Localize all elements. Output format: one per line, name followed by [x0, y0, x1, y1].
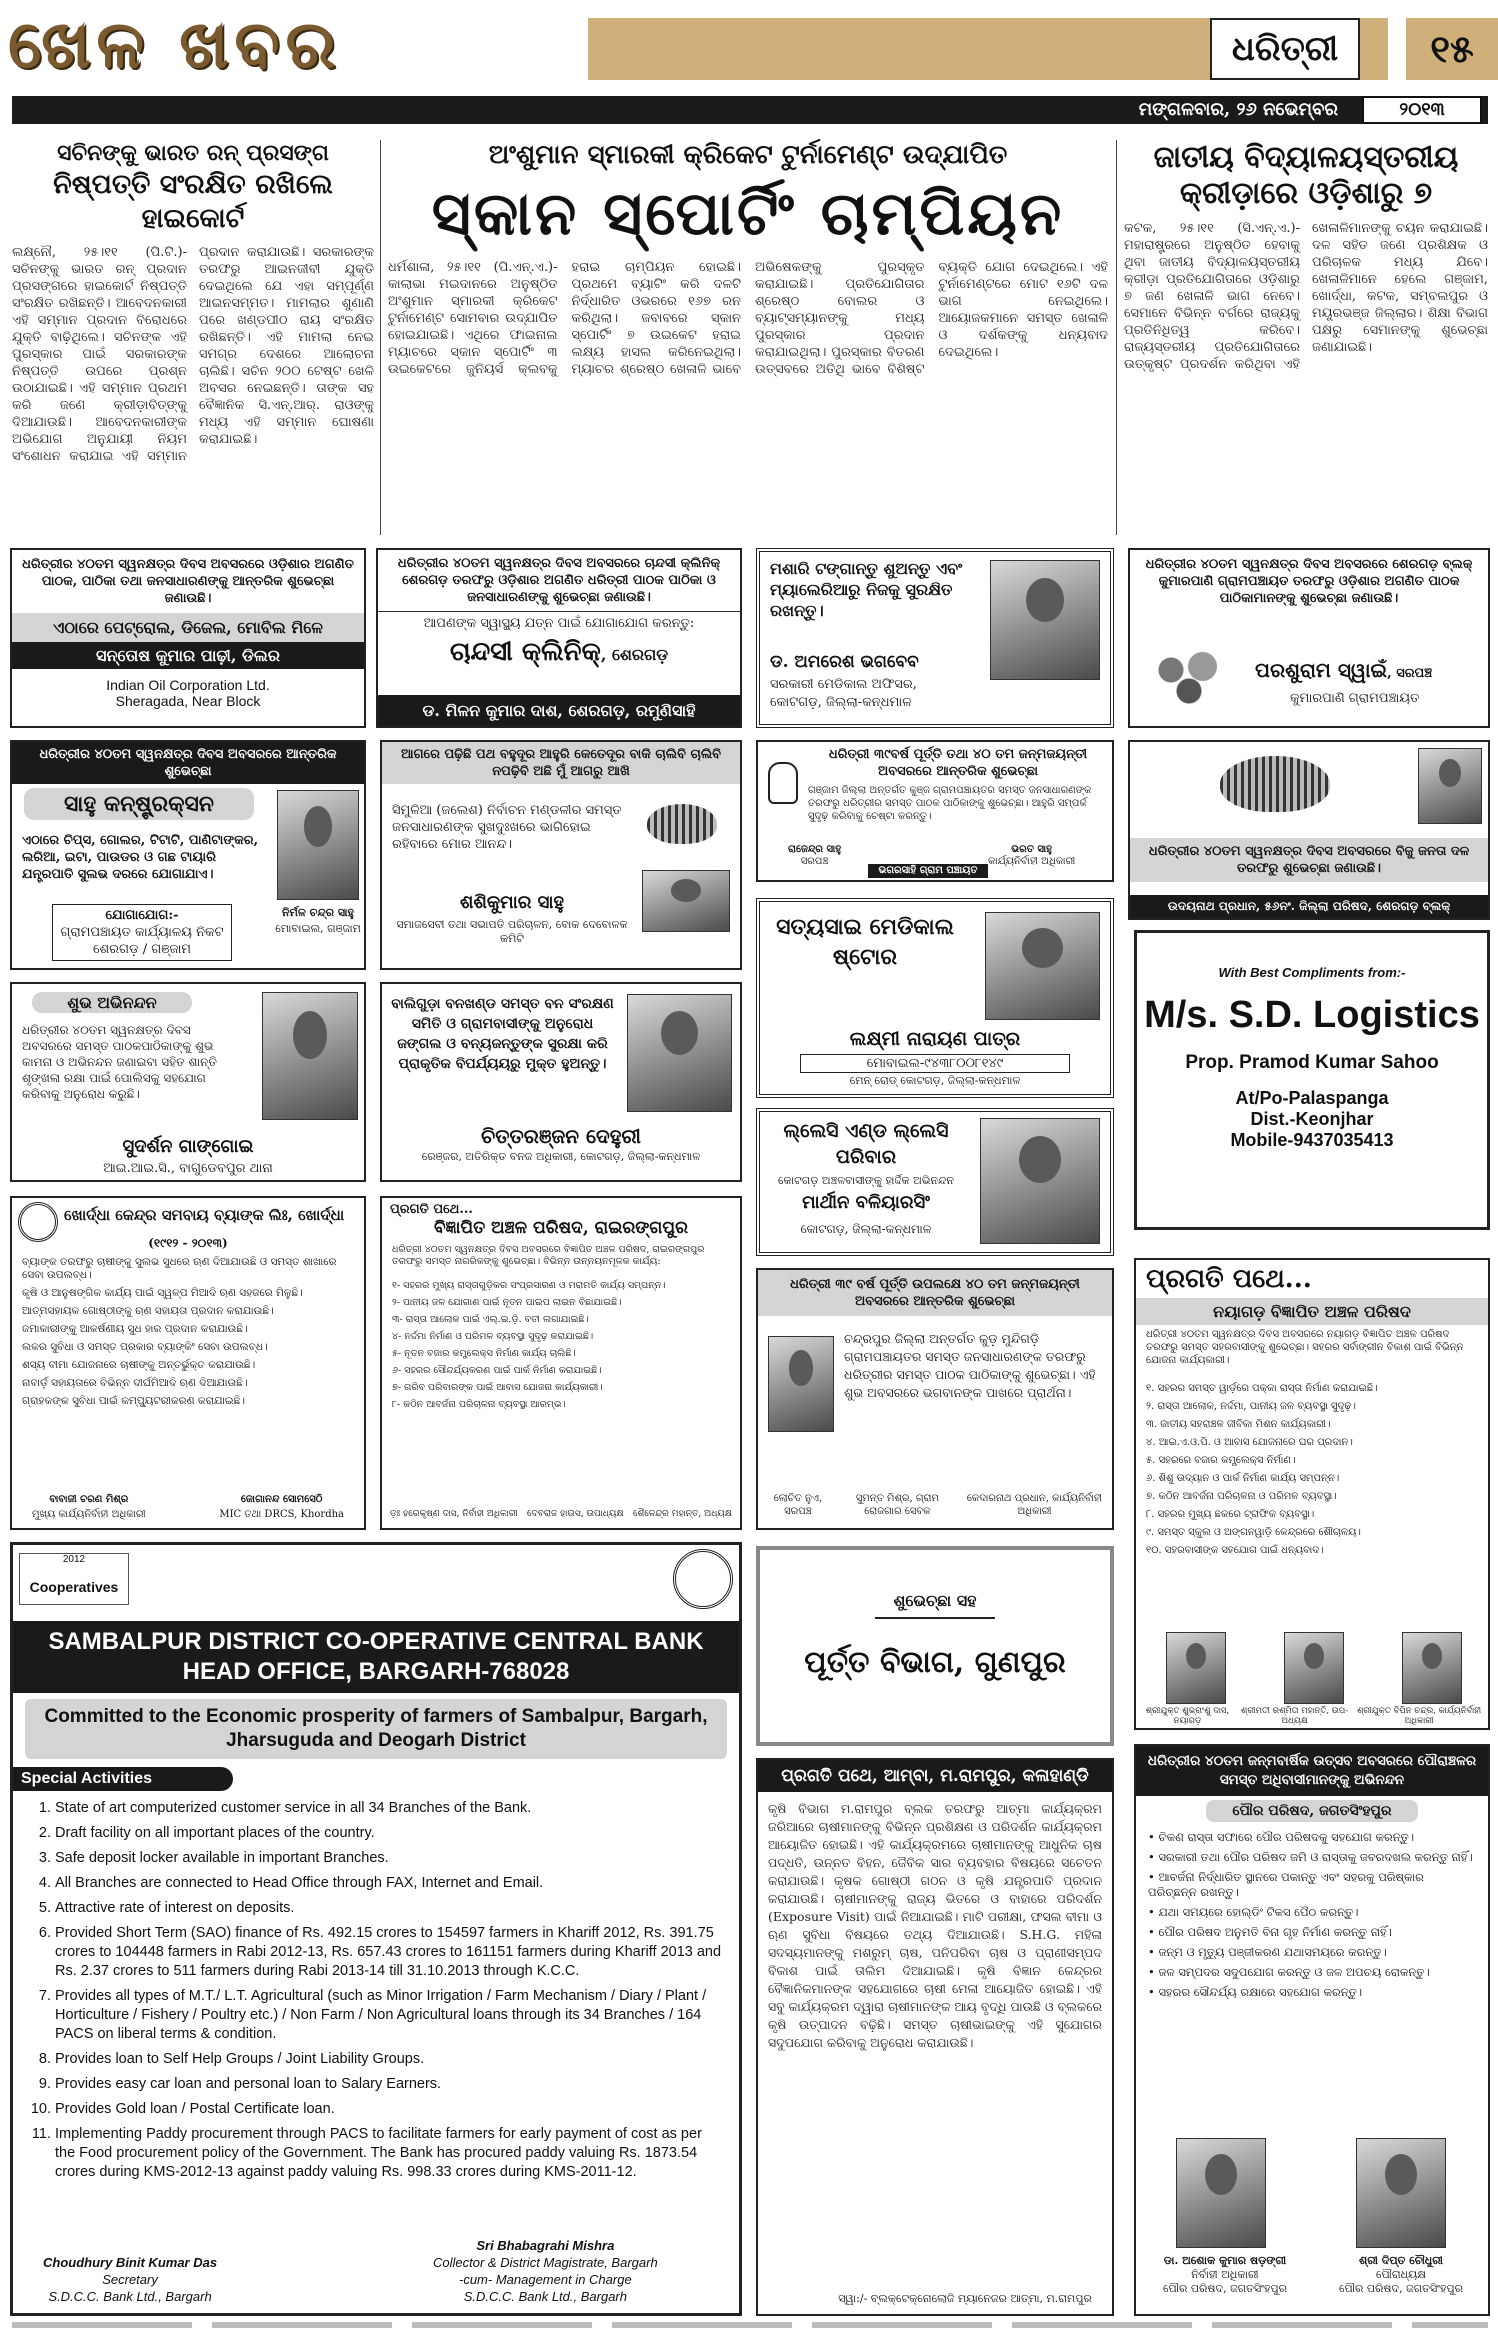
ad-janmajayanti-sign2-name: ଭରତ ସାହୁ	[1011, 844, 1052, 855]
ad-rampur-sign: ସ୍ୱା:/- ବ୍ଲକ୍‌ଟେକ୍ନୋଲୋଜି ମ୍ୟାନେଜର ଆତ୍ମା, ମ.ରାମପୁର	[838, 2292, 1092, 2305]
ad-jubilee-text: ଚନ୍ଦ୍ରପୁର ଜିଲ୍ଲା ଅନ୍ତର୍ଗତ କୁଡ଼ ମୁନ୍ଦିଗଡ଼ି ଗ୍ରାମପଞ୍ଚାୟତର ସମସ୍ତ ଜନସାଧାରଣଙ୍କ ତରଫରୁ ଧରିତ୍ରୀର ସମସ୍ତ ପାଠକ ପାଠିକାଙ୍କୁ ଶୁଭେଚ୍ଛା। ଏହି ଶୁଭ ଅବସରରେ ଭଗବାନଙ୍କ ପାଖରେ ପ୍ରାର୍ଥନା।	[844, 1331, 1096, 1400]
ad-sarpanch-sign	[1255, 658, 1432, 682]
ad-doctor	[756, 548, 1114, 728]
ad-rairangpur-intro: ଧରିତ୍ରୀ ୪୦ତମ ସ୍ୱନକ୍ଷତ୍ର ଦିବସ ଅବସରରେ ବିଜ୍ଞାପିତ ଅଞ୍ଚଳ ପରିଷଦ, ରାଇରଙ୍ଗପୁର ତରଫରୁ ସମସ୍ତ ନାଗରିକଙ୍କୁ ଶୁଭେଚ୍ଛା। ବିଭିନ୍ନ ଉନ୍ନୟନମୂଳକ କାର୍ଯ୍ୟ:	[392, 1244, 705, 1267]
ad-sahu-text: ଏଠାରେ ଚିପ୍‌ସ, ଗୋଲର, ଟିଟାଟି, ପାଣିଟାଙ୍କର, ଲରିଆ, ଇଟା, ପାଉଡର ଓ ଗଛ ଟାୟାରି ଯନ୍ତ୍ରପାତି ସୁଲଭ ଦରରେ ଯୋଗାଯାଏ।	[22, 833, 259, 882]
ad-jagatsinghpur-sign1	[1140, 2254, 1310, 2296]
list-item: • ସରକାରୀ ତଥା ପୌର ପରିଷଦ ଜମି ଓ ରାସ୍ତାକୁ ଜବରଦଖଲ କରନ୍ତୁ ନାହିଁ।	[1148, 1850, 1473, 1864]
list-item: • ଜନ୍ମ ଓ ମୃତ୍ୟୁ ପଞ୍ଜୀକରଣ ଯଥାସମୟରେ କରନ୍ତୁ।	[1148, 1945, 1387, 1959]
ad-forest-name: ଚିତ୍ତରଞ୍ଜନ ଦେହୁରୀ	[481, 1124, 641, 1148]
bank-signature-1	[43, 2254, 217, 2305]
ad-doctor-text: ମଶାରି ଟଙ୍ଗାନ୍ତୁ ଶୁଅନ୍ତୁ ଏବଂ ମ୍ୟାଲେରିଆରୁ ନିଜକୁ ସୁରକ୍ଷିତ ରଖନ୍ତୁ।	[770, 559, 963, 620]
ad-logistics-compliments: With Best Compliments from:-	[1218, 965, 1406, 980]
ad-rampur-title: ପ୍ରଗତି ପଥେ, ଆମ୍ବା, ମ.ରାମପୁର, କଳାହାଣ୍ଡି	[758, 1760, 1112, 1792]
ad-janmajayanti-sign1	[788, 844, 841, 868]
ad-appeal-text: ସିମୁଳିଆ (ଜଲେଶ) ନିର୍ବାଚନ ମଣ୍ଡଳୀର ସମସ୍ତ ଜନସାଧାରଣଙ୍କ ସୁଖଦୁଃଖରେ ଭାଗିହୋଇ ରହିବାରେ ମୋର ଆନନ୍ଦ।	[392, 803, 622, 852]
ad-jagatsinghpur	[1134, 1744, 1490, 2316]
ad-rathaxing-photo	[980, 1118, 1100, 1244]
sign-org: ପୌର ପରିଷଦ, ଜଗତସିଂହପୁର	[1163, 2282, 1287, 2295]
list-item: ୧୦. ସହରବାସୀଙ୍କ ସହଯୋଗ ପାଇଁ ଧନ୍ୟବାଦ।	[1146, 1545, 1324, 1556]
year-text: ୨୦୧୩	[1362, 96, 1482, 124]
sign-name: ଡା. ଅଶୋକ କୁମାର ଷଡ଼ଙ୍ଗୀ	[1163, 2254, 1287, 2267]
list-item: ୬- ସହରର ସୌନ୍ଦର୍ଯ୍ୟକରଣ ପାଇଁ ପାର୍କ ନିର୍ମାଣ କରାଯାଇଛି।	[392, 1365, 602, 1376]
signature-block: ଲୋଚିତ ନୁଏ, ସରପଞ୍ଚ	[773, 1493, 823, 1517]
list-item: 1. State of art computerized customer service in all 34 Branches of the Bank.	[55, 1799, 725, 1818]
ad-janmajayanti-header: ଧରିତ୍ରୀ ୩୯ବର୍ଷ ପୂର୍ତ୍ତି ତଥା ୪୦ ତମ ଜନ୍ମଜୟନ୍ତୀ ଅବସରରେ ଆନ୍ତରିକ ଶୁଭେଚ୍ଛା	[828, 747, 1088, 779]
story-right-headline: କ୍ରୀଡ଼ାରେ ଓଡ଼ିଶାରୁ ୭	[1179, 176, 1433, 211]
ad-clinic-name: ଚାନ୍ଦସୀ କ୍ଲିନିକ୍	[449, 637, 601, 667]
ad-rampur	[756, 1758, 1114, 2316]
ad-sarpanch-place: କୁମାରପାଣି ଗ୍ରାମପଞ୍ଚାୟତ	[1290, 691, 1420, 706]
signature-block: ଶୈଳେନ୍ଦ୍ର ମହାନ୍ତ, ଅଧ୍ୟକ୍ଷ	[633, 1509, 732, 1519]
ad-khordha-bank-title: ଖୋର୍ଦ୍ଧା କେନ୍ଦ୍ର ସମବାୟ ବ୍ୟାଙ୍କ ଲିଃ, ଖୋର୍ଦ୍ଧା	[64, 1206, 345, 1224]
ad-logistics-mobile: Mobile-9437035413	[1230, 1130, 1394, 1150]
list-item: • ଚିକଣ ରାସ୍ତା ସଫାରେ ପୌର ପରିଷଦକୁ ସହଯୋଗ କରନ୍ତୁ।	[1148, 1830, 1414, 1844]
list-item: ୮- କଠିନ ଆବର୍ଜନା ପରିଚାଳନା ବ୍ୟବସ୍ଥା ଆରମ୍ଭ।	[392, 1399, 566, 1410]
ad-forest-designation: ରେଞ୍ଜର, ଅତିରିକ୍ତ ବନଜ ଅଧିକାରୀ, କୋଟଗଡ଼, ଜିଲ୍ଲା-କନ୍ଧମାଳ	[421, 1150, 701, 1163]
ad-petrol-company: Indian Oil Corporation Ltd.	[106, 677, 270, 693]
sign-title: ମୁଖ୍ୟ କାର୍ଯ୍ୟନିର୍ବାହୀ ଅଧିକାରୀ	[32, 1509, 146, 1520]
section-title: ଖେଳ ଖବର	[8, 5, 342, 83]
signature-block: ଶ୍ରୀମତୀ ରଶ୍ମିତା ମହାନ୍ତି, ଉପ-ଅଧ୍ୟକ୍ଷ	[1241, 1706, 1349, 1726]
list-item: 7. Provides all types of M.T./ L.T. Agricultural (such as Minor Irrigation / Farm Mechanism / Diary / Plant / Horticulture / Fishery / Poultry etc.) / Non Farm / Non Agricultural loans through its 34 Branches / 164 PACS on liberal terms & condition.	[55, 1987, 725, 2044]
ad-medical-store-name: ସତ୍ୟସାଇ ମେଡିକାଲ ଷ୍ଟୋର	[776, 914, 954, 970]
ad-nayagarh-points	[1146, 1382, 1478, 1562]
ad-doctor-place: କୋଟଗଡ଼, ଜିଲ୍ଲା-କନ୍ଧମାଳ	[770, 695, 912, 710]
ad-sambalpur-bank-tagline: Committed to the Economic prosperity of farmers of Sambalpur, Bargarh, Jharsuguda and Deogarh District	[25, 1699, 727, 1759]
special-activities-list	[17, 1799, 725, 2188]
ad-logistics-dist: Dist.-Keonjhar	[1250, 1109, 1374, 1129]
ad-sahu-header: ଧରିତ୍ରୀର ୪୦ତମ ସ୍ୱନକ୍ଷତ୍ର ଦିବସ ଅବସରରେ ଆନ୍ତରିକ ଶୁଭେଚ୍ଛା	[12, 742, 364, 784]
ad-rairangpur-signatures	[390, 1508, 732, 1520]
signature-block	[219, 1492, 344, 1522]
ad-jubilee-signatures	[766, 1492, 1104, 1518]
signature-block: ଡ଼ଃ ହରେକୃଷ୍ଣ ଦାସ, ନିର୍ବାହୀ ଅଧିକାରୀ	[390, 1509, 518, 1519]
ad-khordha-bank-signatures	[32, 1492, 344, 1522]
ad-rathaxing-name: ଲ୍ଲେସି ଏଣ୍ଡ ଲ୍ଲେସି ପରିବାର	[783, 1120, 949, 1168]
sign-org: S.D.C.C. Bank Ltd., Bargarh	[48, 2289, 212, 2304]
story-center-body: ଧର୍ମଶାଳା, ୨୫।୧୧ (ପି.ଏନ୍.ଏ.)- କାଲାଭା ମଇଦାନରେ ଅନୁଷ୍ଠିତ ଅଂଶୁମାନ ସ୍ମାରକୀ କ୍ରିକେଟ ଟୁର୍ନାମେଣ୍ଟ ସୋମବାର ଉଦ୍‌ଯାପିତ ହୋଇଯାଇଛି। ଏଥିରେ ଫାଇନାଲ ମ୍ୟାଚରେ ସ୍କାନ ସ୍ପୋର୍ଟିଂ ୩ ଉଇକେଟରେ ଜୁନିୟର୍ସ କ୍ଲବକୁ ହରାଇ ଚାମ୍ପିୟନ ହୋଇଛି। ପ୍ରଥମେ ବ୍ୟାଟିଂ କରି ଦଳଟି ନିର୍ଦ୍ଧାରିତ ଓଭରରେ ୧୬୭ ରନ କରିଥିଲା। ଜବାବରେ ସ୍କାନ ସ୍ପୋର୍ଟିଂ ୭ ଉଇକେଟ ହରାଇ ଲକ୍ଷ୍ୟ ହାସଲ କରିନେଇଥିଲା। ମ୍ୟାଚର ଶ୍ରେଷ୍ଠ ଖେଳାଳି ଭାବେ ଅଭିଷେକଙ୍କୁ ପୁରସ୍କୃତ କରାଯାଇଛି। ପ୍ରତିଯୋଗିତାର ଶ୍ରେଷ୍ଠ ବୋଲର ଓ ବ୍ୟାଟ୍ସମ୍ୟାନଙ୍କୁ ମଧ୍ୟ ପୁରସ୍କାର ପ୍ରଦାନ କରାଯାଇଥିଲା। ପୁରସ୍କାର ବିତରଣ ଉତ୍ସବରେ ଅତିଥି ଭାବେ ବିଶିଷ୍ଟ ବ୍ୟକ୍ତି ଯୋଗ ଦେଇଥିଲେ। ଏହି ଟୁର୍ନାମେଣ୍ଟରେ ମୋଟ ୧୬ଟି ଦଳ ଭାଗ ନେଇଥିଲେ। ଆୟୋଜକମାନେ ସମସ୍ତ ଖେଳାଳି ଓ ଦର୍ଶକଙ୍କୁ ଧନ୍ୟବାଦ ଦେଇଥିଲେ।	[388, 260, 1108, 377]
ad-clinic-title	[378, 635, 740, 669]
sign-title: Collector & District Magistrate, Bargarh	[433, 2255, 658, 2270]
ad-forest-text: ବାଲିଗୁଡ଼ା ବନଖଣ୍ଡ ସମସ୍ତ ବନ ସଂରକ୍ଷଣ ସମିତି ଓ ଗ୍ରାମବାସୀଙ୍କୁ ଅନୁରୋଧ ଜଙ୍ଗଲ ଓ ବନ୍ୟଜନ୍ତୁଙ୍କ ସୁରକ୍ଷା କରି ପ୍ରାକୃତିକ ବିପର୍ଯ୍ୟୟରୁ ମୁକ୍ତ ହୁଅନ୍ତୁ।	[391, 996, 614, 1072]
bank-signature-2	[433, 2237, 658, 2305]
story-right-body: କଟକ, ୨୫।୧୧ (ସି.ଏନ୍.ଏ.)- ମହାରାଷ୍ଟ୍ରରେ ଅନୁଷ୍ଠିତ ହେବାକୁ ଥିବା ଜାତୀୟ ବିଦ୍ୟାଳୟସ୍ତରୀୟ କ୍ରୀଡ଼ା ପ୍ରତିଯୋଗିତାରେ ଓଡ଼ିଶାରୁ ୭ ଜଣ ଖେଳାଳି ଭାଗ ନେବେ। ସେମାନେ ବିଭିନ୍ନ ବର୍ଗରେ ରାଜ୍ୟକୁ ପ୍ରତିନିଧିତ୍ୱ କରିବେ। ରାଜ୍ୟସ୍ତରୀୟ ପ୍ରତିଯୋଗିତାରେ ଉତ୍କୃଷ୍ଟ ପ୍ରଦର୍ଶନ କରିଥିବା ଏହି ଖେଳାଳିମାନଙ୍କୁ ଚୟନ କରାଯାଇଛି। ଦଳ ସହିତ ଜଣେ ପ୍ରଶିକ୍ଷକ ଓ ପରିଚାଳକ ମଧ୍ୟ ଯିବେ। ଖେଳାଳିମାନେ ହେଲେ ଗଞ୍ଜାମ, ଖୋର୍ଦ୍ଧା, କଟକ, ସମ୍ବଲପୁର ଓ ମୟୂରଭଞ୍ଜ ଜିଲ୍ଲାର। ଶିକ୍ଷା ବିଭାଗ ପକ୍ଷରୁ ସେମାନଙ୍କୁ ଶୁଭେଚ୍ଛା ଜଣାଯାଇଛି।	[1124, 221, 1488, 372]
ad-clinic	[376, 548, 742, 728]
ad-petrol-text: ଧରିତ୍ରୀର ୪୦ତମ ସ୍ୱନକ୍ଷତ୍ର ଦିବସ ଅବସରରେ ଓଡ଼ିଶାର ଅଗଣିତ ପାଠକ, ପାଠିକା ତଥା ଜନସାଧାରଣଙ୍କୁ ଆନ୍ତରିକ ଶୁଭେଚ୍ଛା ଜଣାଉଛି।	[22, 557, 354, 606]
ad-janmajayanti-text: ଗଞ୍ଜାମ ଜିଲ୍ଲା ଅନ୍ତର୍ଗତ କୁଞ୍ଜ ଗ୍ରାମପଞ୍ଚାୟତର ସମସ୍ତ ଜନସାଧାରଣଙ୍କ ତରଫରୁ ଧରିତ୍ରୀର ସମସ୍ତ ପାଠକ ପାଠିକାଙ୍କୁ ଶୁଭେଚ୍ଛା। ଆହୁରି ସମ୍ପର୍କ ସୁଦୃଢ଼ କରିବାକୁ ଚେଷ୍ଟା କରନ୍ତୁ।	[808, 785, 1092, 822]
ad-sambalpur-bank	[10, 1542, 742, 2316]
ad-rathaxing	[756, 1108, 1114, 1256]
ad-gunupur-name: ପୂର୍ତ୍ତ ବିଭାଗ, ଗୁଣପୁର	[804, 1645, 1066, 1680]
ad-khordha-bank-years: (୧୯୧୨ - ୨୦୧୩)	[148, 1236, 228, 1250]
ad-petrol-owner: ସନ୍ତୋଷ କୁମାର ପାଢ଼ୀ, ଡିଲର	[12, 642, 364, 669]
ad-nayagarh-title: ନୟାଗଡ଼ ବିଜ୍ଞାପିତ ଅଞ୍ଚଳ ପରିଷଦ	[1136, 1298, 1488, 1325]
dateline	[12, 96, 1488, 124]
list-item: 5. Attractive rate of interest on deposits.	[55, 1899, 725, 1918]
list-item: ୨- ପାନୀୟ ଜଳ ଯୋଗାଣ ପାଇଁ ନୂତନ ପାଇପ ଲାଇନ ବିଛାଯାଇଛି।	[392, 1297, 622, 1308]
ad-rairangpur-kicker: ପ୍ରଗତି ପଥେ...	[390, 1202, 473, 1217]
publication-name: ଧରିତ୍ରୀ	[1210, 18, 1360, 80]
ad-nayagarh-intro: ଧରିତ୍ରୀ ୪୦ତମ ସ୍ୱନକ୍ଷତ୍ର ଦିବସ ଅବସରରେ ନୟାଗଡ଼ ବିଜ୍ଞାପିତ ଅଞ୍ଚଳ ପରିଷଦ ତରଫରୁ ସମସ୍ତ ସହରବାସୀଙ୍କୁ ଶୁଭେଚ୍ଛା। ସହରର ସର୍ବାଙ୍ଗୀନ ବିକାଶ ପାଇଁ ବିଭିନ୍ନ ଯୋଜନା କାର୍ଯ୍ୟକାରୀ।	[1146, 1329, 1464, 1366]
ad-logistics-prop: Prop. Pramod Kumar Sahoo	[1185, 1052, 1439, 1073]
sign-name: ଶ୍ରୀ ଦିପ୍ତ ଚୌଧୁରୀ	[1359, 2254, 1443, 2267]
ad-sahu-photo	[277, 790, 359, 900]
ad-janmajayanti-sign2	[988, 844, 1075, 868]
list-item: ୭. କଠିନ ଆବର୍ଜନା ପରିଚାଳନା ଓ ପରିମଳ ବ୍ୟବସ୍ଥା।	[1146, 1491, 1337, 1502]
ad-rairangpur-title: ବିଜ୍ଞାପିତ ଅଞ୍ଚଳ ପରିଷଦ, ରାଇରଙ୍ଗପୁର	[434, 1218, 688, 1238]
list-item: ୭- ଗରିବ ପରିବାରଙ୍କ ପାଇଁ ଆବାସ ଯୋଜନା କାର୍ଯ୍ୟକାରୀ।	[392, 1382, 603, 1393]
ad-sahu-person: ନିର୍ମଳ ଚନ୍ଦ୍ର ସାହୁ	[282, 906, 354, 919]
ad-rairangpur-points	[392, 1280, 730, 1416]
list-item: ବ୍ୟାଙ୍କ ତରଫରୁ ଚାଷୀଙ୍କୁ ସୁଲଭ ସୁଧରେ ଋଣ ଦିଆଯାଉଛି ଓ ସମସ୍ତ ଶାଖାରେ ସେବା ଉପଲବ୍ଧ।	[22, 1256, 337, 1281]
list-item: 3. Safe deposit locker available in important Branches.	[55, 1849, 725, 1868]
ad-sarpanch	[1128, 548, 1490, 728]
ad-felicitation-text: ଧରିତ୍ରୀର ୪୦ତମ ସ୍ୱନକ୍ଷତ୍ର ଦିବସ ଅବସରରେ ସମସ୍ତ ପାଠକପାଠିକାଙ୍କୁ ଶୁଭ କାମନା ଓ ଅଭିନନ୍ଦନ ଜଣାଇବା ସହିତ ଶାନ୍ତି ଶୃଙ୍ଖଳା ରକ୍ଷା ପାଇଁ ପୋଲିସକୁ ସହଯୋଗ କରିବାକୁ ଅନୁରୋଧ କରୁଛି।	[22, 1023, 217, 1101]
ad-jantadal	[1128, 740, 1490, 920]
ad-logistics	[1134, 930, 1490, 1230]
cooperatives-badge	[19, 1553, 129, 1605]
ad-nayagarh-signatures	[1140, 1706, 1484, 1726]
list-item: ନାବାର୍ଡ଼ ସହାୟତାରେ ବିଭିନ୍ନ ଦୀର୍ଘମିଆଦି ଋଣ ଦିଆଯାଉଛି।	[22, 1377, 248, 1389]
conch-icon	[647, 804, 717, 844]
special-activities-label: Special Activities	[13, 1767, 233, 1791]
list-item: 2. Draft facility on all important places of the country.	[55, 1824, 725, 1843]
ad-felicitation-header: ଶୁଭ ଅଭିନନ୍ଦନ	[32, 992, 192, 1013]
story-center	[388, 140, 1108, 535]
sign-role: -cum- Management in Charge	[458, 2272, 632, 2287]
ad-nayagarh-kicker: ପ୍ରଗତି ପଥେ...	[1146, 1264, 1312, 1294]
list-item: ୩- ରାସ୍ତା ଆଲୋକ ପାଇଁ ଏଲ୍.ଇ.ଡ଼ି. ବତୀ ଲଗାଯାଇଛି।	[392, 1314, 589, 1325]
list-item: ୬. ଶିଶୁ ଉଦ୍ୟାନ ଓ ପାର୍କ ନିର୍ମାଣ କାର୍ଯ୍ୟ ସମ୍ପନ୍ନ।	[1146, 1473, 1340, 1484]
list-item: ୪- ନର୍ଦ୍ଦମା ନିର୍ମାଣ ଓ ପରିମଳ ବ୍ୟବସ୍ଥା ସୁଦୃଢ଼ କରାଯାଇଛି।	[392, 1331, 594, 1342]
badge-text: Cooperatives	[29, 1579, 119, 1595]
column-rule	[380, 140, 381, 535]
list-item: 9. Provides easy car loan and personal loan to Salary Earners.	[55, 2075, 725, 2094]
ad-nayagarh-photo-3	[1402, 1632, 1462, 1704]
sign-title: ନିର୍ବାହୀ ଅଧିକାରୀ	[1191, 2268, 1259, 2281]
ad-clinic-doctor: ଡ. ମିଳନ କୁମାର ଦାଶ, ଶେରଗଡ଼, ରମୁଣିସାହି	[378, 695, 740, 726]
sign-title: MIC ତଥା DRCS, Khordha	[219, 1509, 344, 1520]
ad-appeal	[380, 740, 742, 970]
story-left-body: ଲକ୍ଷ୍ନୌ, ୨୫।୧୧ (ପି.ଟି.)- ସଚିନଙ୍କୁ ଭାରତ ରନ୍ ପ୍ରଦାନ ପ୍ରସଙ୍ଗରେ ହାଇକୋର୍ଟ ନିଷ୍ପତ୍ତି ସଂରକ୍ଷିତ ରଖିଛନ୍ତି। ଆବେଦନକାରୀ ଏହି ସମ୍ମାନ ପ୍ରଦାନ ବିରୋଧରେ ଯୁକ୍ତି ବାଢ଼ିଥିଲେ। ସଚିନଙ୍କ ଏହି ପୁରସ୍କାର ପାଇଁ ସରକାରଙ୍କ ନିଷ୍ପତ୍ତି ଉପରେ ପ୍ରଶ୍ନ ଉଠାଯାଇଛି। ଏହି ସମ୍ମାନ ପ୍ରଥମ କରି ଜଣେ କ୍ରୀଡ଼ାବିତ୍‌ଙ୍କୁ ଦିଆଯାଉଛି। ଆବେଦନକାରୀଙ୍କ ଅଭିଯୋଗ ଅନୁଯାୟୀ ନିୟମ ସଂଶୋଧନ କରାଯାଇ ଏହି ସମ୍ମାନ ପ୍ରଦାନ କରାଯାଉଛି। ସରକାରଙ୍କ ତରଫରୁ ଆଇନଜୀବୀ ଯୁକ୍ତି ଦେଇଥିଲେ ଯେ ଏହା ସମ୍ପୂର୍ଣ୍ଣ ଆଇନସମ୍ମତ। ମାମଲାର ଶୁଣାଣି ପରେ ଖଣ୍ଡପୀଠ ରାୟ ସଂରକ୍ଷିତ ରଖିଛନ୍ତି। ଏହି ମାମଲା ନେଇ ସମଗ୍ର ଦେଶରେ ଆଲୋଚନା ଚାଲିଛି। ସଚିନ ୨୦୦ ଟେଷ୍ଟ ଖେଳି ଅବସର ନେଇଛନ୍ତି। ତାଙ୍କ ସହ ବୈଜ୍ଞାନିକ ସି.ଏନ୍.ଆର୍. ରାଓଙ୍କୁ ମଧ୍ୟ ଏହି ସମ୍ମାନ ଘୋଷଣା କରାଯାଇଛି।	[12, 245, 374, 464]
list-item: • ଯଥା ସମୟରେ ହୋଲ୍ଡିଂ ଟିକସ ପୈଠ କରନ୍ତୁ।	[1148, 1905, 1359, 1919]
sign-org: S.D.C.C. Bank Ltd., Bargarh	[463, 2289, 627, 2304]
ad-sahu-contact-box	[52, 904, 232, 961]
sign-org: ପୌର ପରିଷଦ, ଜଗତସିଂହପୁର	[1339, 2282, 1463, 2295]
ad-rampur-body: କୃଷି ବିଭାଗ ମ.ରାମପୁର ବ୍ଲକ ତରଫରୁ ଆତ୍ମା କାର୍ଯ୍ୟକ୍ରମ ଜରିଆରେ ଚାଷୀମାନଙ୍କୁ ବିଭିନ୍ନ ପ୍ରଶିକ୍ଷଣ ଓ ପରିଦର୍ଶନ କାର୍ଯ୍ୟକ୍ରମ ଆୟୋଜିତ ହୋଇଛି। ଏହି କାର୍ଯ୍ୟକ୍ରମରେ ଚାଷୀମାନଙ୍କୁ ଆଧୁନିକ ଚାଷ ପଦ୍ଧତି, ଉନ୍ନତ ବିହନ, ଜୈବିକ ସାର ବ୍ୟବହାର ବିଷୟରେ ସଚେତନ କରାଯାଉଛି। କୃଷକ ଗୋଷ୍ଠୀ ଗଠନ ଓ କୃଷି ଯନ୍ତ୍ରପାତି ପ୍ରଦାନ କରାଯାଉଛି। ଚାଷୀମାନଙ୍କୁ ରାଜ୍ୟ ଭିତରେ ଓ ବାହାରେ ପରିଦର୍ଶନ (Exposure Visit) ପାଇଁ ନିଆଯାଇଛି। ମାଟି ପରୀକ୍ଷା, ଫସଲ ବୀମା ଓ ଋଣ ସୁବିଧା ବିଷୟରେ ତଥ୍ୟ ଦିଆଯାଉଛି। S.H.G. ମହିଳା ସଦସ୍ୟମାନଙ୍କୁ ମଶରୁମ୍ ଚାଷ, ପନିପରିବା ଚାଷ ଓ ପ୍ରାଣୀସମ୍ପଦ ବିକାଶ ପାଇଁ ତାଲିମ ଦିଆଯାଇଛି। କୃଷି ବିଜ୍ଞାନ କେନ୍ଦ୍ରର ବୈଜ୍ଞାନିକମାନଙ୍କ ସହଯୋଗରେ ଚାଷୀ ମେଳା ଆୟୋଜିତ ହୋଇଛି। ଏହି ସବୁ କାର୍ଯ୍ୟକ୍ରମ ଦ୍ୱାରା ଚାଷୀମାନଙ୍କ ଆୟ ବୃଦ୍ଧି ପାଉଛି ଓ ବ୍ଲକରେ କୃଷି ଉତ୍ପାଦନ ବଢ଼ିଛି। ସମସ୍ତ ଚାଷୀଭାଇଙ୍କୁ ଏହି ସୁଯୋଗର ସଦୁପଯୋଗ କରିବାକୁ ଅନୁରୋଧ କରାଯାଉଛି।	[768, 1801, 1102, 2050]
list-item: ୩. ଜାତୀୟ ସହରାଞ୍ଚଳ ଜୀବିକା ମିଶନ କାର୍ଯ୍ୟକାରୀ।	[1146, 1419, 1331, 1430]
ad-gunupur	[756, 1546, 1114, 1746]
list-item: ଶସ୍ୟ ବୀମା ଯୋଜନାରେ ଚାଷୀଙ୍କୁ ଅନ୍ତର୍ଭୁକ୍ତ କରାଯାଉଛି।	[22, 1359, 256, 1371]
ad-rathaxing-place: କୋଟଗଡ଼, ଜିଲ୍ଲା-କନ୍ଧମାଳ	[800, 1222, 932, 1236]
sign-name: Sri Bhabagrahi Mishra	[476, 2238, 615, 2253]
bank-seal-icon	[673, 1549, 733, 1609]
sign-title: Secretary	[102, 2272, 158, 2287]
conch-icon	[1220, 756, 1330, 812]
ad-petrol-place: Sheragada, Near Block	[115, 693, 261, 709]
ad-forest-photo	[627, 994, 732, 1112]
ad-clinic-text: ଧରିତ୍ରୀର ୪୦ତମ ସ୍ୱନକ୍ଷତ୍ର ଦିବସ ଅବସରରେ ଚାନ୍ଦସୀ କ୍ଲିନିକ୍ ଶେରଗଡ଼ ତରଫରୁ ଓଡ଼ିଶାର ଅଗଣିତ ଧରିତ୍ରୀ ପାଠକ ପାଠିକା ଓ ଜନସାଧାରଣଙ୍କୁ ଶୁଭେଚ୍ଛା ଜଣାଉଛି।	[397, 556, 721, 605]
ad-jagatsinghpur-sign2	[1316, 2254, 1486, 2296]
story-center-headline: ସ୍କାନ ସ୍ପୋର୍ଟିଂ ଚାମ୍ପିୟନ	[431, 179, 1065, 249]
bank-title-line2: HEAD OFFICE, BARGARH-768028	[182, 1658, 570, 1685]
ad-felicitation-designation: ଆଇ.ଆଇ.ସି., ବାଗୁଡେବପୁର ଥାନା	[103, 1161, 273, 1176]
ad-janmajayanti-footer: ଭଗରସାହି ଗ୍ରାମ ପଞ୍ଚାୟତ	[868, 864, 988, 878]
list-item: ଲକର ସୁବିଧା ଓ ସମସ୍ତ ପ୍ରକାର ବ୍ୟାଙ୍କିଂ ସେବା ଉପଲବ୍ଧ।	[22, 1341, 268, 1353]
flowers-icon	[1144, 642, 1234, 712]
list-item: ଜମାକାରୀଙ୍କୁ ଆକର୍ଷଣୀୟ ସୁଧ ହାର ପ୍ରଦାନ କରାଯାଉଛି।	[22, 1323, 248, 1335]
story-right-kicker: ଜାତୀୟ ବିଦ୍ୟାଳୟସ୍ତରୀୟ	[1153, 140, 1459, 175]
divider	[875, 1617, 995, 1619]
list-item: 11. Implementing Paddy procurement through PACS to facilitate farmers for early payment of cost as per the Food procurement policy of the Government. The Bank has procured paddy valuing Rs. 1873.54 crores during KMS-2012-13 against paddy valuing Rs. 998.33 crores during KMS-2011-12.	[55, 2125, 725, 2182]
ad-logistics-name: M/s. S.D. Logistics	[1144, 994, 1480, 1036]
ad-sarpanch-title: , ସରପଞ୍ଚ	[1387, 666, 1433, 681]
ad-janmajayanti-sign1-name: ରାଜେନ୍ଦ୍ର ସାହୁ	[788, 844, 842, 855]
ad-appeal-designation: ସମାଜସେବୀ ତଥା ସଭାପତି ପରିଚାଳନ, ବୋକ ଦେବୋଳକ କମିଟି	[396, 918, 628, 945]
ad-gunupur-greeting: ଶୁଭେଚ୍ଛା ସହ	[893, 1591, 977, 1610]
signature-block: ଶ୍ରୀଯୁକ୍ତ ଶୁଭ୍ରାଂଶୁ ଦାସ, ନୟାଗଡ଼	[1145, 1706, 1230, 1726]
ad-doctor-designation: ସରକାରୀ ମେଡିକାଲ ଅଫିସର,	[770, 677, 917, 692]
ad-medical-store-photo	[985, 912, 1100, 1020]
sign-name: Choudhury Binit Kumar Das	[43, 2255, 218, 2270]
ad-logistics-po: At/Po-Palaspanga	[1235, 1088, 1389, 1108]
list-item: 8. Provides loan to Self Help Groups / Joint Liability Groups.	[55, 2050, 725, 2069]
column-rule	[1116, 140, 1117, 535]
ad-jagatsinghpur-photo-1	[1176, 2138, 1266, 2248]
page-number: ୧୫	[1398, 18, 1498, 80]
ad-sahu-person-place: ମୋବାଇଲ, ଗଞ୍ଜାମ	[275, 922, 361, 935]
ad-khordha-bank-points	[22, 1256, 354, 1413]
ad-medical-store	[756, 898, 1114, 1098]
ad-rathaxing-person: ମାର୍ଥୀନ ବଳିୟାରସିଂ	[802, 1192, 930, 1213]
ad-felicitation-name: ସୁଦର୍ଶନ ଗାଙ୍ଗୋଇ	[122, 1136, 254, 1157]
ad-sarpanch-name: ପରଶୁରାମ ସ୍ୱାଇଁ	[1255, 658, 1388, 682]
ad-jubilee	[756, 1268, 1114, 1530]
ad-appeal-header: ଆଗରେ ପଢ଼ିଛି ପଥ ବହୁଦୂର ଆହୁରି କେତେଦୂର ବାକି ଚାଲିବି ଚାଲିବି ନପଢ଼ିବି ଅଛି ମୁଁ ଆଗରୁ ଆଖି	[382, 742, 740, 784]
list-item: ୫- ନୂତନ ବଜାର କମ୍ପ୍ଲେକ୍ସ ନିର୍ମାଣ କାର୍ଯ୍ୟ ଚାଲିଛି।	[392, 1348, 576, 1359]
list-item: • ଆବର୍ଜନା ନିର୍ଦ୍ଧାରିତ ସ୍ଥାନରେ ପକାନ୍ତୁ ଏବଂ ସହରକୁ ପରିଷ୍କାର ପରିଚ୍ଛନ୍ନ ରଖନ୍ତୁ।	[1148, 1870, 1424, 1899]
story-left-kicker: ସଚିନଙ୍କୁ ଭାରତ ରନ୍ ପ୍ରସଙ୍ଗ	[57, 140, 329, 166]
ad-janmajayanti	[756, 740, 1114, 882]
story-right	[1124, 140, 1488, 535]
list-item: 6. Provided Short Term (SAO) finance of Rs. 492.15 crores to 154597 farmers in Khariff 2012, Rs. 391.75 crores to 104448 farmers in Rabi 2012-13, Rs. 657.43 crores to 161151 farmers during Khariff 2013 and Rs. 2.37 crores to 511 farmers during Rabi 2013-14 till 31.10.2013 through K.C.C.	[55, 1924, 725, 1981]
story-left	[12, 140, 374, 535]
list-item: ୮. ସହରର ମୁଖ୍ୟ ଛକରେ ଟ୍ରାଫିକ ବ୍ୟବସ୍ଥା।	[1146, 1509, 1315, 1520]
ad-clinic-sub: ଆପଣଙ୍କ ସ୍ୱାସ୍ଥ୍ୟ ଯତ୍ନ ପାଇଁ ଯୋଗାଯୋଗ କରନ୍ତୁ:	[378, 611, 740, 635]
ad-nayagarh-photo-1	[1166, 1632, 1226, 1704]
ad-clinic-place: , ଶେରଗଡ଼	[600, 645, 669, 664]
ad-sahu-firm: ସାହୁ କନ୍‌ଷ୍ଟ୍ରକ୍‌ସନ	[24, 788, 254, 820]
bank-title-line1: SAMBALPUR DISTRICT CO-OPERATIVE CENTRAL BANK	[48, 1628, 704, 1655]
ad-sarpanch-text: ଧରିତ୍ରୀର ୪୦ତମ ସ୍ୱନକ୍ଷତ୍ର ଦିବସ ଅବସରରେ ଶେରଗଡ଼ ବ୍ଲକ୍ କୁମାରପାଣି ଗ୍ରାମପଞ୍ଚାୟତ ତରଫରୁ ଓଡ଼ିଶାର ଅଗଣିତ ପାଠକ ପାଠିକାମାନଙ୍କୁ ଶୁଭେଚ୍ଛା ଜଣାଉଛି।	[1145, 557, 1473, 606]
ad-felicitation-photo	[262, 992, 358, 1120]
signature-block: ଦେବରାଜ ହାଉସ, ଉପାଧ୍ୟକ୍ଷ	[527, 1509, 624, 1519]
ad-jagatsinghpur-photo-2	[1356, 2138, 1446, 2248]
ad-janmajayanti-sign2-title: କାର୍ଯ୍ୟନିର୍ବାହୀ ଅଧିକାରୀ	[988, 856, 1076, 867]
signature-block	[32, 1492, 146, 1522]
ad-medical-store-owner: ଲକ୍ଷ୍ମୀ ନାରାୟଣ ପାତ୍ର	[849, 1028, 1021, 1050]
sign-name: ଜୋଗାନନ୍ଦ ସୋମସେଠି	[240, 1494, 323, 1505]
footer-rule	[12, 2322, 1488, 2328]
sign-name: ବାବାଜୀ ଚରଣ ମିଶ୍ର	[49, 1494, 129, 1505]
ad-medical-store-mobile: ମୋବାଇଲ-୯୪୩୮୦୦୮୧୪୯	[800, 1054, 1070, 1073]
list-item: କୃଷି ଓ ଆନୁଷଙ୍ଗିକ କାର୍ଯ୍ୟ ପାଇଁ ସ୍ୱଳ୍ପ ମିଆଦି ଋଣ ସହଜରେ ମିଳୁଛି।	[22, 1287, 303, 1299]
ad-jubilee-photo	[768, 1336, 834, 1432]
ad-petrol	[10, 548, 366, 728]
ad-sambalpur-bank-title	[13, 1621, 739, 1693]
list-item: ଆତ୍ମସହାୟକ ଗୋଷ୍ଠୀଙ୍କୁ ଋଣ ସହାୟତା ପ୍ରଦାନ କରାଯାଉଛି।	[22, 1305, 274, 1317]
ad-nayagarh	[1134, 1258, 1490, 1730]
list-item: ୫. ସହରରେ ବଜାର କମ୍ପ୍ଲେକ୍ସ ନିର୍ମାଣ।	[1146, 1455, 1296, 1466]
ad-appeal-name: ଶଶିକୁମାର ସାହୁ	[460, 892, 564, 913]
ad-appeal-photo	[642, 870, 730, 932]
date-text: ମଙ୍ଗଳବାର, ୨୬ ନଭେମ୍ବର	[1138, 99, 1338, 120]
list-item: • ସହରର ସୌନ୍ଦର୍ଯ୍ୟ ରକ୍ଷାରେ ସହଯୋଗ କରନ୍ତୁ।	[1148, 1985, 1363, 1999]
list-item: ଗ୍ରାହକଙ୍କ ସୁବିଧା ପାଇଁ କମ୍ପ୍ୟୁଟରୀକରଣ କରାଯାଇଛି।	[22, 1395, 246, 1407]
ad-sahu-contact: ଗ୍ରାମପଞ୍ଚାୟତ କାର୍ଯ୍ୟାଳୟ ନିକଟ ଶେରଗଡ଼ / ଗଞ୍ଜାମ	[60, 925, 224, 957]
ad-jagatsinghpur-points	[1136, 1826, 1488, 2009]
ad-medical-store-place: ମେନ୍ ରୋଡ୍ କୋଟଗଡ଼, ଜିଲ୍ଲା-କନ୍ଧମାଳ	[849, 1074, 1021, 1087]
list-item: 4. All Branches are connected to Head Office through FAX, Internet and Email.	[55, 1874, 725, 1893]
story-left-headline: ନିଷ୍ପତ୍ତି ସଂରକ୍ଷିତ ରଖିଲେ ହାଇକୋର୍ଟ	[53, 169, 333, 234]
list-item: ୧- ସହରର ମୁଖ୍ୟ ରାସ୍ତାଗୁଡ଼ିକର ସଂପ୍ରସାରଣ ଓ ମରାମତି କାର୍ଯ୍ୟ ସମ୍ପନ୍ନ।	[392, 1280, 666, 1291]
badge-year: 2012	[62, 1554, 86, 1565]
ad-forest	[380, 982, 742, 1182]
signature-block: ଶ୍ରୀଯୁକ୍ତ ବିପିନ ଚନ୍ଦ୍ର, କାର୍ଯ୍ୟନିର୍ବାହୀ ଅଧିକାରୀ	[1357, 1706, 1482, 1726]
ad-jagatsinghpur-header: ଧରିତ୍ରୀର ୪୦ତମ ଜନ୍ମବାର୍ଷିକ ଉତ୍ସବ ଅବସରରେ ପୌରାଞ୍ଚଳର ସମସ୍ତ ଅଧିବାସୀମାନଙ୍କୁ ଅଭିନନ୍ଦନ	[1136, 1746, 1488, 1796]
ad-jantadal-photo	[1418, 748, 1482, 824]
ad-petrol-offer: ଏଠାରେ ପେଟ୍ରୋଲ, ଡିଜେଲ, ମୋବିଲ ମିଳେ	[12, 613, 364, 642]
ad-jubilee-header: ଧରିତ୍ରୀ ୩୯ ବର୍ଷ ପୂର୍ତ୍ତି ଉପଲକ୍ଷେ ୪୦ ତମ ଜନ୍ମଜୟନ୍ତୀ ଅବସରରେ ଆନ୍ତରିକ ଶୁଭେଚ୍ଛା	[758, 1270, 1112, 1316]
ad-nayagarh-photo-2	[1284, 1632, 1344, 1704]
list-item: • ପୌର ପରିଷଦ ଅନୁମତି ବିନା ଗୃହ ନିର୍ମାଣ କରନ୍ତୁ ନାହିଁ।	[1148, 1925, 1392, 1939]
story-center-kicker: ଅଂଶୁମାନ ସ୍ମାରକୀ କ୍ରିକେଟ ଟୁର୍ନାମେଣ୍ଟ ଉଦ୍‌ଯାପିତ	[488, 140, 1008, 170]
list-item: • ଜଳ ସମ୍ପଦର ସଦୁପଯୋଗ କରନ୍ତୁ ଓ ଜଳ ଅପଚୟ ରୋକନ୍ତୁ।	[1148, 1965, 1430, 1979]
ad-doctor-photo	[990, 560, 1100, 680]
ad-khordha-bank	[10, 1196, 366, 1530]
list-item: ୨. ରାସ୍ତା ଆଲୋକ, ନର୍ଦ୍ଦମା, ପାନୀୟ ଜଳ ବ୍ୟବସ୍ଥା ସୁଦୃଢ଼।	[1146, 1401, 1356, 1412]
list-item: 10. Provides Gold loan / Postal Certificate loan.	[55, 2100, 725, 2119]
ad-sahu	[10, 740, 366, 970]
ad-janmajayanti-sign1-title: ସରପଞ୍ଚ	[800, 856, 829, 867]
ad-felicitation	[10, 982, 366, 1182]
ad-sahu-contact-label: ଯୋଗାଯୋଗ:-	[105, 908, 179, 923]
list-item: ୪. ଆଇ.ଏ.ଓ.ପି. ଓ ଆବାସ ଯୋଜନାରେ ଘର ପ୍ରଦାନ।	[1146, 1437, 1353, 1448]
sign-title: ପୌରାଧ୍ୟକ୍ଷ	[1375, 2268, 1427, 2281]
ad-notified-rairangpur	[380, 1196, 742, 1530]
signature-block: ସୁମନ୍ତ ମିଶ୍ର, ଗ୍ରାମ ରୋଜଗାର ସେବକ	[855, 1493, 939, 1517]
ad-doctor-name: ଡ. ଅମରେଶ ଭଗବେବ	[770, 652, 919, 672]
ad-rathaxing-text: କୋଟଗଡ଼ ଅଞ୍ଚଳବାସୀଙ୍କୁ ହାର୍ଦ୍ଦିକ ଅଭିନନ୍ଦନ	[778, 1174, 954, 1187]
ad-jantadal-header: ଧରିତ୍ରୀର ୪୦ତମ ସ୍ୱନକ୍ଷତ୍ର ଦିବସ ଅବସରରେ ବିଜୁ ଜନତା ଦଳ ତରଫରୁ ଶୁଭେଚ୍ଛା ଜଣାଉଛି।	[1130, 838, 1488, 882]
hand-icon	[768, 762, 798, 804]
signature-block: କେଦାରନାଥ ପ୍ରଧାନ, କାର୍ଯ୍ୟନିର୍ବାହୀ ଅଧିକାରୀ	[966, 1493, 1103, 1517]
ad-jagatsinghpur-sub: ପୌର ପରିଷଦ, ଜଗତସିଂହପୁର	[1206, 1800, 1418, 1822]
ad-jantadal-footer: ଉଦୟନାଥ ପ୍ରଧାନ, ୫୬ନଂ. ଜିଲ୍ଲା ପରିଷଦ, ଶେରଗଡ଼ ବ୍ଲକ୍	[1130, 895, 1488, 918]
list-item: ୧. ସହରର ସମସ୍ତ ୱାର୍ଡ଼ରେ ପକ୍କା ରାସ୍ତା ନିର୍ମାଣ କରାଯାଇଛି।	[1146, 1383, 1378, 1394]
list-item: ୯. ସମସ୍ତ ସ୍କୁଲ ଓ ଅଙ୍ଗନୱାଡ଼ି କେନ୍ଦ୍ରରେ ଶୌଚାଳୟ।	[1146, 1527, 1361, 1538]
